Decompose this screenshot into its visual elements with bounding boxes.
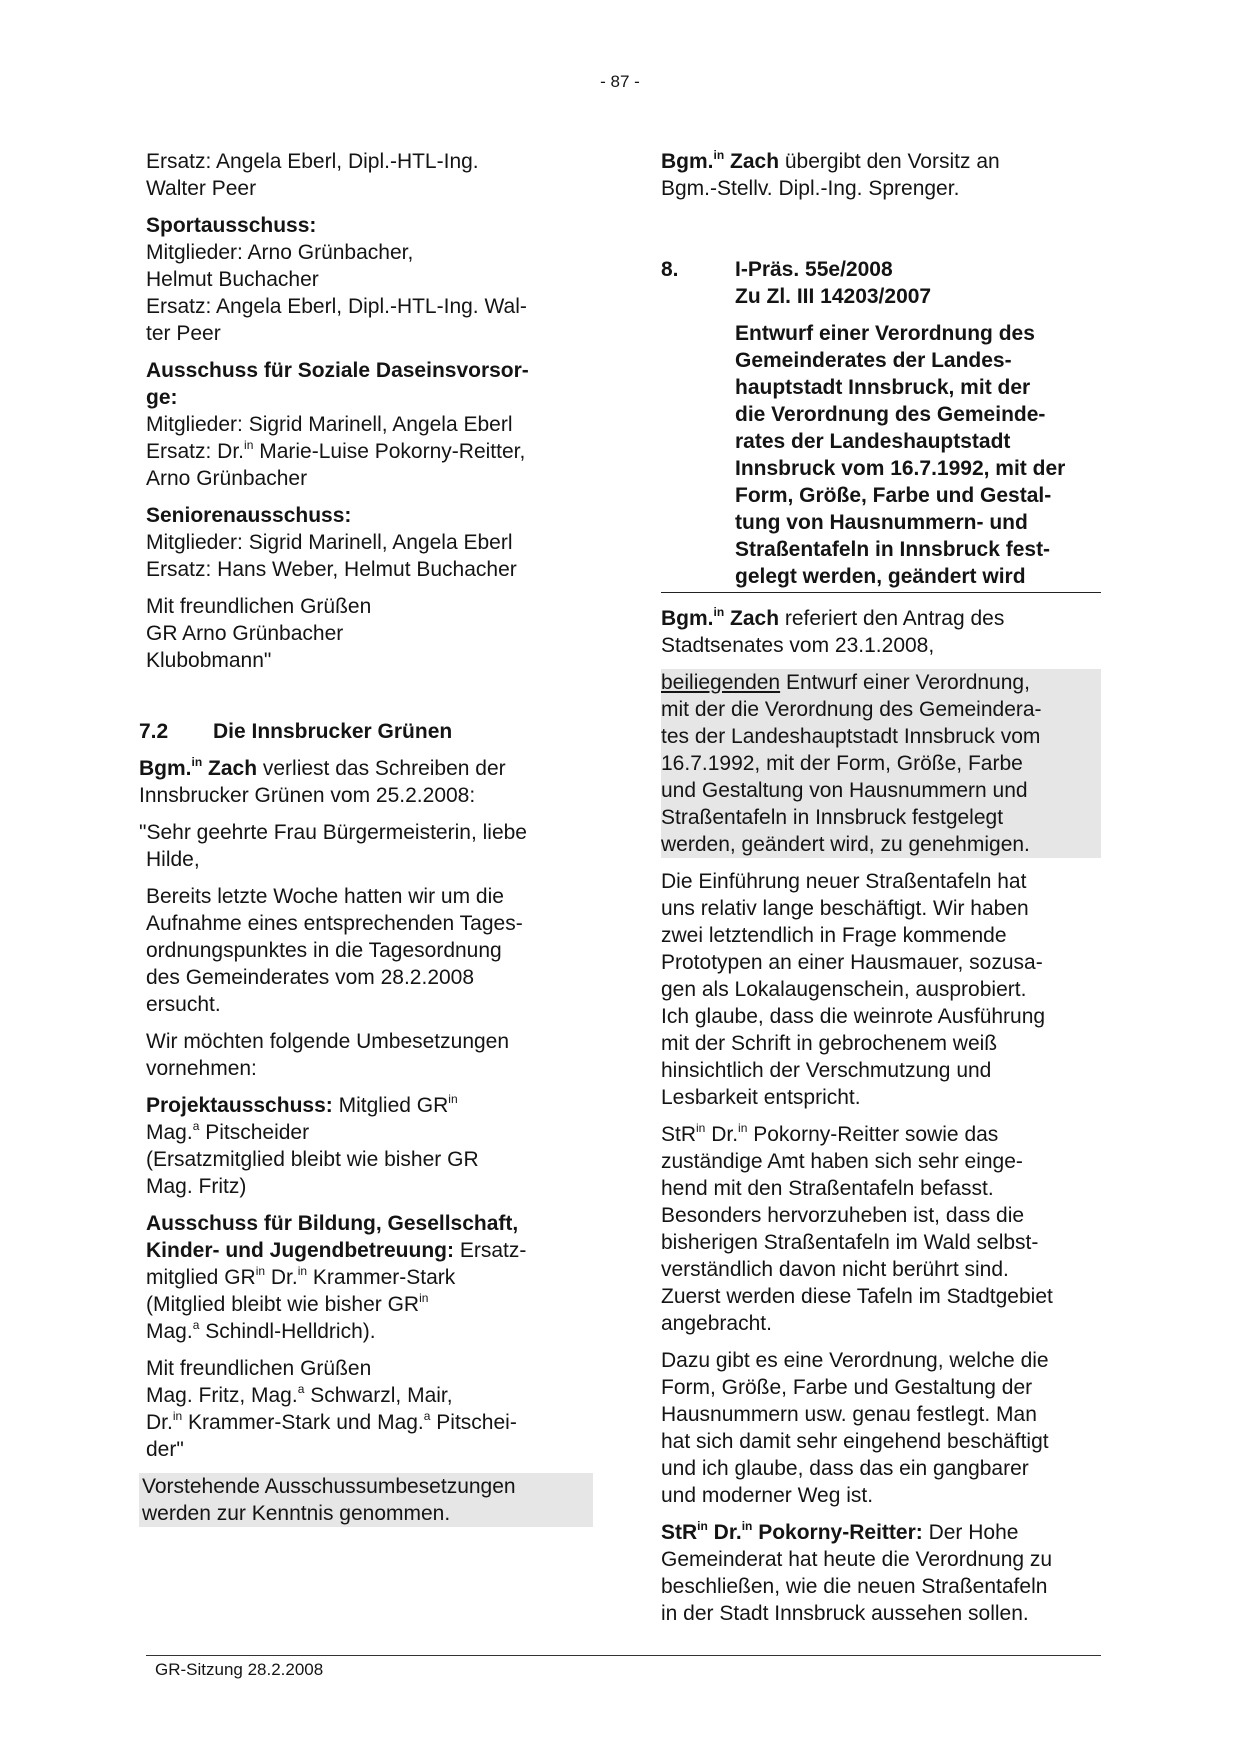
closing-signature: Mit freundlichen Grüßen GR Arno Grünbacher Klubobmann" <box>146 595 372 672</box>
sport-committee-heading: Sportausschuss: <box>146 214 317 237</box>
speech-paragraph-4: StR$^{in}$ Dr.$^{in}$ Pokorny-Reitter: Der Hohe Gemeinderat hat heute die Verordnung zu beschließen, wie die neuen Straßentafeln in der Stadt Innsbruck aussehen sollen. <box>661 1519 1053 1625</box>
right-column <box>661 148 1101 1637</box>
page-number: - 87 - <box>600 72 640 91</box>
senior-committee-heading: Seniorenausschuss: <box>146 504 352 527</box>
left-column <box>139 148 593 1537</box>
footer-session-label: GR-Sitzung 28.2.2008 <box>155 1660 324 1679</box>
title-divider <box>661 592 1101 593</box>
social-committee-heading: Ausschuss für Soziale Daseinsvorsor- ge: <box>146 359 529 409</box>
substitutes-paragraph: Ersatz: Angela Eberl, Dipl.-HTL-Ing. Walter Peer <box>146 150 479 200</box>
speech-paragraph-2: StR$^{in}$ Dr.$^{in}$ Pokorny-Reitter sowie das zuständige Amt haben sich sehr einge- hend mit den Straßentafeln befasst. Besonders hervorzuheben ist, dass die bisherigen Straßentafeln im Wald selbst- verständlich davon nicht berührt sind. Zuerst werden diese Tafeln im Stadtgebiet angebracht. <box>661 1121 1053 1335</box>
agenda-item-heading <box>661 256 1101 310</box>
section-heading <box>139 718 593 745</box>
motion-text: beiliegenden Entwurf einer Verordnung, mit der die Verordnung des Gemeindera- tes der Landeshauptstadt Innsbruck vom 16.7.1992, mit der Form, Größe, Farbe und Gestaltung von Hausnummern und Straßentafeln in Innsbruck festgelegt werden, geändert wird, zu genehmigen. <box>661 669 1101 858</box>
senior-committee: Seniorenausschuss: Mitglieder: Sigrid Marinell, Angela Eberl Ersatz: Hans Weber, Helmut Buchacher <box>146 504 517 581</box>
social-committee: Ausschuss für Soziale Daseinsvorsor- ge: Mitglieder: Sigrid Marinell, Angela Eberl Ersatz: Dr.$^{in}$ Marie-Luise Pokorny-Reitter, Arno Grünbacher <box>146 359 529 490</box>
chair-handover: Bgm.$^{in}$ Zach übergibt den Vorsitz an Bgm.-Stellv. Dipl.-Ing. Sprenger. <box>661 148 1000 200</box>
section-title: Die Innsbrucker Grünen <box>213 720 453 743</box>
section-number: 7.2 <box>139 720 169 743</box>
letter-intro: Bgm.$^{in}$ Zach verliest das Schreiben der Innsbrucker Grünen vom 25.2.2008: <box>139 755 506 807</box>
agenda-item-title: Entwurf einer Verordnung des Gemeinderates der Landes- hauptstadt Innsbruck, mit der die Verordnung des Gemeinde- rates der Landeshauptstadt Innsbruck vom 16.7.1992, mit der Form, Größe, Farbe und Gestal- tung von Hausnummern- und Straßentafeln in Innsbruck fest- gelegt werden, geändert wird <box>735 322 1066 588</box>
speech-paragraph-1: Die Einführung neuer Straßentafeln hat uns relativ lange beschäftigt. Wir haben zwei letztendlich in Frage kommende Prototypen an einer Hausmauer, sozusa- gen als Lokalaugenschein, ausprobiert. Ich glaube, dass die weinrote Ausführung mit der Schrift in gebrochenem weiß hinsichtlich der Verschmutzung und Lesbarkeit entspricht. <box>661 870 1046 1109</box>
resolution-note: Vorstehende Ausschussumbesetzungen werden zur Kenntnis genommen. <box>139 1473 593 1527</box>
agenda-item-number: 8. <box>661 258 679 281</box>
letter-salutation: "Sehr geehrte Frau Bürgermeisterin, liebe Hilde, <box>139 821 527 871</box>
motion-intro: Bgm.$^{in}$ Zach referiert den Antrag des Stadtsenates vom 23.1.2008, <box>661 605 1005 657</box>
footer-divider <box>146 1655 1101 1656</box>
sport-committee: Sportausschuss: Mitglieder: Arno Grünbacher, Helmut Buchacher Ersatz: Angela Eberl, Dipl.-HTL-Ing. Wal- ter Peer <box>146 214 527 345</box>
project-committee-change: Projektausschuss: Mitglied $GR^{in}$ Mag.$^a$ Pitscheider (Ersatzmitglied bleibt wie bisher GR Mag. Fritz) <box>146 1092 479 1198</box>
agenda-item-reference: I-Präs. 55e/2008 Zu Zl. III 14203/2007 <box>735 258 932 308</box>
education-committee-change: Ausschuss für Bildung, Gesellschaft, Kinder- und Jugendbetreuung: Ersatz- mitglied $GR^{in}$ Dr.$^{in}$ Krammer-Stark (Mitglied bleibt wie bisher $GR^{in}$ Mag.$^a$ Schindl-Helldrich). <box>146 1212 527 1343</box>
speech-paragraph-3: Dazu gibt es eine Verordnung, welche die Form, Größe, Farbe und Gestaltung der Hausnummern usw. genau festlegt. Man hat sich damit sehr eingehend beschäftigt und ich glaube, dass das ein gangbarer und moderner Weg ist. <box>661 1349 1049 1507</box>
letter-closing: Mit freundlichen Grüßen Mag. Fritz, Mag.$^a$ Schwarzl, Mair, Dr.$^{in}$ Krammer-Stark und Mag.$^a$ Pitschei- der" <box>146 1357 517 1461</box>
letter-paragraph-1: Bereits letzte Woche hatten wir um die Aufnahme eines entsprechenden Tages- ordnungspunktes in die Tagesordnung des Gemeinderates vom 28.2.2008 ersucht. <box>146 885 523 1016</box>
letter-paragraph-2: Wir möchten folgende Umbesetzungen vornehmen: <box>146 1030 510 1080</box>
